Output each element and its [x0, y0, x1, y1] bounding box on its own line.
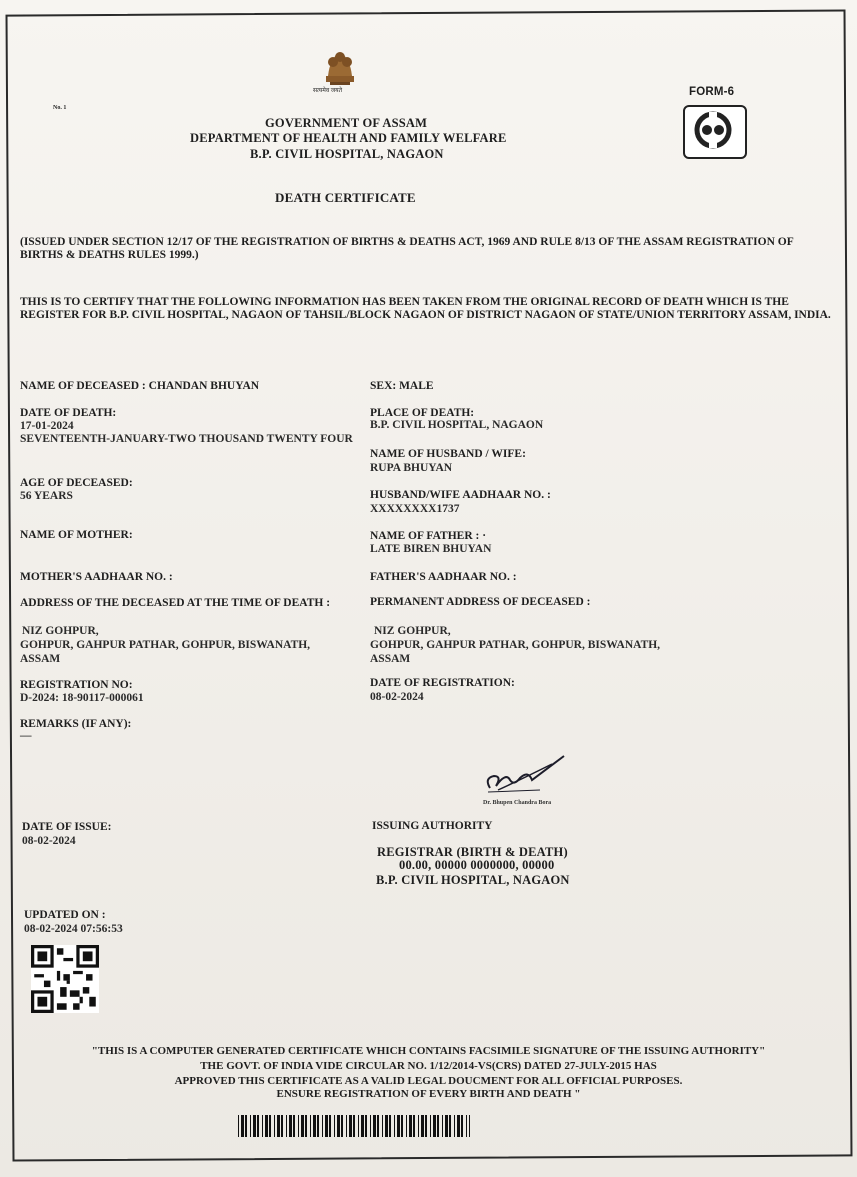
updated-on-value: 08-02-2024 07:56:53 [24, 923, 123, 935]
permanent-address-line-3: ASSAM [370, 653, 411, 665]
father-name-value: LATE BIREN BHUYAN [370, 543, 492, 555]
registrar-title-regional: 00.00, 00000 0000000, 00000 [399, 858, 555, 872]
date-of-death-value: 17-01-2024 [20, 420, 74, 432]
registration-date-label: DATE OF REGISTRATION: [370, 677, 515, 689]
issuing-authority-label: ISSUING AUTHORITY [372, 820, 493, 832]
crs-logo [683, 105, 747, 159]
issued-under-text: (ISSUED UNDER SECTION 12/17 OF THE REGISTRATION OF BIRTHS & DEATHS ACT, 1969 AND RULE 8/13 OF THE ASSAM REGISTRATION OF BIRTHS & DEATHS RULES 1999.) [20, 236, 794, 261]
sex-value: SEX: MALE [370, 380, 434, 392]
place-of-death-label: PLACE OF DEATH: [370, 407, 475, 419]
footer-line-3: APPROVED THIS CERTIFICATE AS A VALID LEGAL DOUCMENT FOR ALL OFFICIAL PURPOSES. [174, 1075, 683, 1087]
government-name: GOVERNMENT OF ASSAM [265, 116, 428, 130]
form-label: FORM-6 [689, 86, 735, 98]
mother-aadhaar-label: MOTHER'S AADHAAR NO. : [20, 571, 173, 583]
date-of-death-words: SEVENTEENTH-JANUARY-TWO THOUSAND TWENTY FOUR [20, 433, 353, 445]
registration-date-value: 08-02-2024 [370, 691, 424, 703]
remarks-label: REMARKS (IF ANY): [20, 718, 132, 730]
mother-name-label: NAME OF MOTHER: [20, 529, 133, 541]
certificate-title: DEATH CERTIFICATE [275, 190, 416, 205]
permanent-address-line-2: GOHPUR, GAHPUR PATHAR, GOHPUR, BISWANATH, [370, 639, 661, 651]
updated-on-label: UPDATED ON : [24, 909, 106, 921]
registration-no-value: D-2024: 18-90117-000061 [20, 692, 144, 704]
permanent-address-line-1: NIZ GOHPUR, [374, 625, 451, 637]
signer-name: Dr. Bhupen Chandra Bora [483, 800, 552, 806]
spouse-aadhaar-value: XXXXXXXX1737 [370, 503, 460, 515]
permanent-address-label: PERMANENT ADDRESS OF DECEASED : [370, 596, 591, 608]
place-of-death-value: B.P. CIVIL HOSPITAL, NAGAON [370, 419, 544, 431]
date-of-death-label: DATE OF DEATH: [20, 407, 117, 419]
emblem-caption: सत्यमेव जयते [313, 88, 343, 94]
hospital-name: B.P. CIVIL HOSPITAL, NAGAON [250, 147, 444, 161]
barcode-image [238, 1115, 470, 1137]
registration-no-label: REGISTRATION NO: [20, 679, 133, 691]
age-value: 56 YEARS [20, 490, 73, 502]
department-name: DEPARTMENT OF HEALTH AND FAMILY WELFARE [190, 131, 507, 145]
father-aadhaar-label: FATHER'S AADHAAR NO. : [370, 571, 517, 583]
date-of-issue-value: 08-02-2024 [22, 835, 76, 847]
remarks-value: — [20, 730, 32, 742]
certify-text: THIS IS TO CERTIFY THAT THE FOLLOWING INFORMATION HAS BEEN TAKEN FROM THE ORIGINAL RECORD OF DEATH WHICH IS THE REGISTER FOR B.P. CIVIL HOSPITAL, NAGAON OF TAHSIL/BLOCK NAGAON OF DISTRICT NAGAON OF STATE/UNION TERRITORY ASSAM, INDIA. [20, 296, 831, 321]
corner-reference: No. 1 [53, 105, 67, 111]
qr-code-image[interactable] [30, 945, 100, 1013]
name-of-deceased: NAME OF DECEASED : CHANDAN BHUYAN [20, 380, 260, 392]
registrar-office: B.P. CIVIL HOSPITAL, NAGAON [376, 873, 570, 887]
spouse-name-value: RUPA BHUYAN [370, 462, 453, 474]
certificate-border [6, 9, 853, 1161]
registrar-title: REGISTRAR (BIRTH & DEATH) [377, 845, 568, 859]
address-label: ADDRESS OF THE DECEASED AT THE TIME OF DEATH : [20, 597, 331, 609]
spouse-aadhaar-label: HUSBAND/WIFE AADHAAR NO. : [370, 489, 551, 501]
father-name-label: NAME OF FATHER : · [370, 530, 487, 542]
address-line-1: NIZ GOHPUR, [22, 625, 99, 637]
signature-image [480, 750, 570, 800]
footer-line-4: ENSURE REGISTRATION OF EVERY BIRTH AND DEATH " [276, 1088, 581, 1100]
footer-line-1: "THIS IS A COMPUTER GENERATED CERTIFICATE WHICH CONTAINS FACSIMILE SIGNATURE OF THE ISSUING AUTHORITY" [91, 1045, 766, 1057]
footer-line-2: THE GOVT. OF INDIA VIDE CIRCULAR NO. 1/12/2014-VS(CRS) DATED 27-JULY-2015 HAS [200, 1060, 657, 1072]
age-label: AGE OF DECEASED: [20, 477, 133, 489]
spouse-name-label: NAME OF HUSBAND / WIFE: [370, 448, 526, 460]
address-line-3: ASSAM [20, 653, 61, 665]
date-of-issue-label: DATE OF ISSUE: [22, 821, 112, 833]
crs-logo-icon [685, 107, 741, 153]
address-line-2: GOHPUR, GAHPUR PATHAR, GOHPUR, BISWANATH, [20, 639, 311, 651]
